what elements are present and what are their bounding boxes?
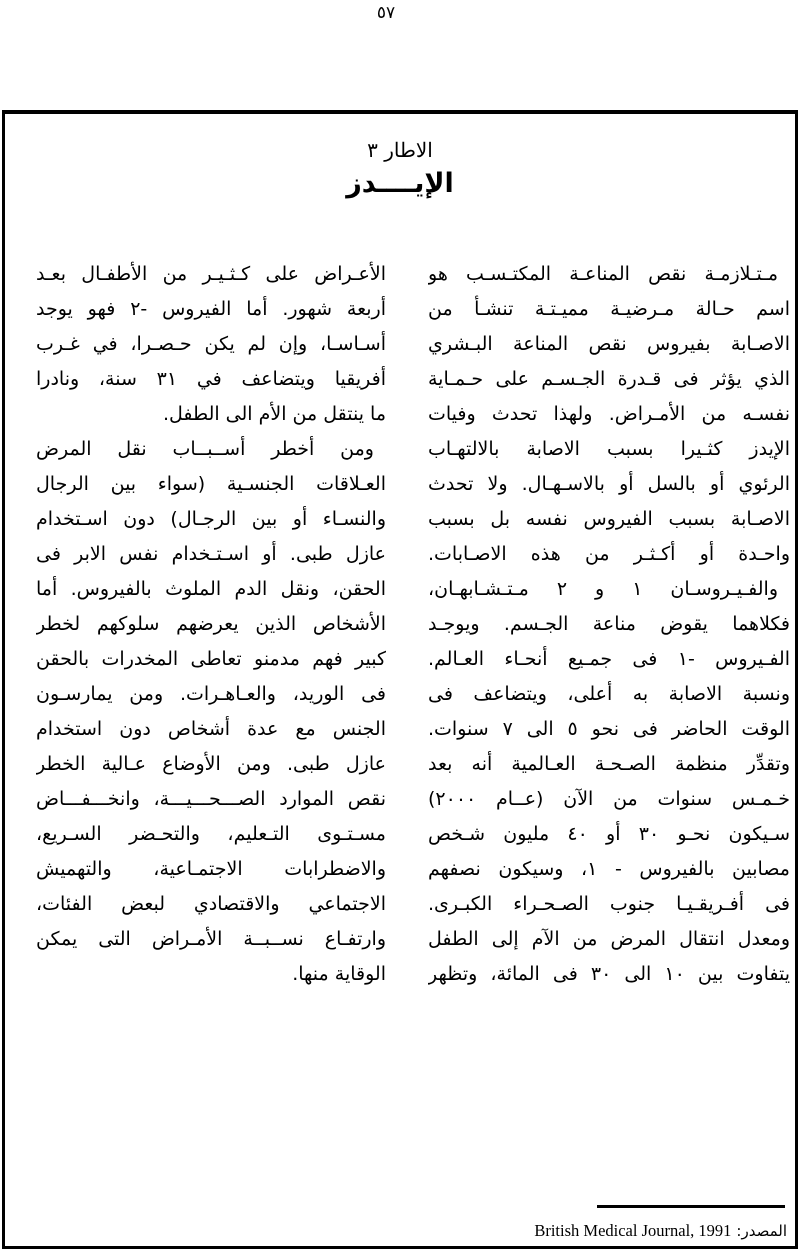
- text-line: يتفاوت بين ١٠ الى ٣٠ فى المائة، وتظهر: [428, 963, 790, 985]
- source-block: [534, 1205, 787, 1241]
- text-line: العـلاقات الجنسـية (سواء بين الرجال: [36, 473, 386, 495]
- text-line: ومن أخطر أســبــاب نقل المرض: [36, 438, 374, 460]
- text-line: خـمـس سنوات من الآن (عــام ٢٠٠٠): [428, 788, 790, 810]
- text-line: الإيدز كثـيرا بسبب الاصابة بالالتهـاب: [428, 438, 790, 460]
- text-line: ونسبة الاصابة به أعلى، ويتضاعف فى: [428, 683, 790, 705]
- text-line: مـتـلازمـة نقص المناعـة المكتـسـب هو: [428, 263, 778, 285]
- text-line: الوقت الحاضر فى نحو ٥ الى ٧ سنوات.: [428, 718, 790, 740]
- text-line: كبير فهم مدمنو تعاطى المخدرات بالحقن: [36, 648, 386, 670]
- text-line: الرئوي أو بالسل أو بالاسـهـال. ولا تحدث: [428, 473, 790, 495]
- text-line: الوقاية منها.: [292, 963, 386, 985]
- text-line: والاضطرابات الاجتمـاعية، والتهميش: [36, 858, 386, 880]
- text-line: فكلاهما يقوض مناعة الجـسم. ويوجـد: [428, 613, 790, 635]
- text-line: مسـتـوى التـعليم، والتحـضر السـريع،: [36, 823, 386, 845]
- text-line: ما ينتقل من الأم الى الطفل.: [162, 403, 386, 425]
- body-columns: [5, 257, 795, 992]
- column-right: [428, 257, 790, 992]
- text-line: ومعدل انتقال المرض من الآم إلى الطفل: [428, 928, 790, 950]
- frame-title: الإيــــدز: [346, 168, 454, 199]
- text-line: نفسـه من الأمـراض. ولهذا تحدث وفيات: [428, 403, 790, 425]
- text-line: وتقدِّر منظمة الصـحـة العـالمية أنه بعد: [428, 753, 790, 775]
- text-line: واحـدة أو أكـثـر من هذه الاصـابات.: [428, 543, 790, 565]
- text-line: أسـاسـا، وإن لم يكن حـصـرا، في غـرب: [36, 333, 386, 355]
- text-line: والفـيـروسـان ١ و ٢ مـتـشـابهـان،: [428, 578, 778, 600]
- page-number: ٥٧: [376, 3, 396, 23]
- text-line: مصابين بالفيروس - ١، وسيكون نصفهم: [428, 858, 790, 880]
- column-left: [36, 257, 386, 992]
- text-line: وارتفـاع نســبــة الأمـراض التى يمكن: [36, 928, 386, 950]
- source-citation: British Medical Journal, 1991: [534, 1221, 732, 1240]
- text-line: الحقن، ونقل الدم الملوث بالفيروس. أما: [36, 578, 386, 600]
- text-line: الجنس مع عدة أشخاص دون استخدام: [36, 718, 386, 740]
- frame-kicker: الاطار ٣: [367, 138, 433, 162]
- text-line: سـيكون نحـو ٣٠ أو ٤٠ مليون شـخص: [428, 823, 790, 845]
- text-line: الفـيروس -١ فى جمـيع أنحـاء العـالم.: [428, 648, 790, 670]
- text-line: أربعة شهور. أما الفيروس -٢ فهو يوجد: [36, 298, 386, 320]
- source-divider: [597, 1205, 785, 1208]
- text-line: اسم حـالة مـرضيـة مميـتـة تنشـأ من: [428, 298, 790, 320]
- frame-box: [2, 110, 798, 1249]
- text-line: أفريقيا ويتضاعف في ٣١ سنة، ونادرا: [36, 368, 386, 390]
- text-line: عازل طبى. أو اسـتـخدام نفس الابر فى: [36, 543, 386, 565]
- text-line: والنسـاء أو بين الرجـال) دون اسـتخدام: [36, 508, 386, 530]
- text-line: نقص الموارد الصـــحـــيـــة، وانخـــفـــاض: [36, 788, 386, 810]
- text-line: فى الوريد، والعـاهـرات. ومن يمارسـون: [36, 683, 386, 705]
- text-line: الاصـابة بسبب الفيروس نفسه بل بسبب: [428, 508, 790, 530]
- text-line: فى أفـريقـيـا جنوب الصـحـراء الكبـرى.: [428, 893, 790, 915]
- text-line: الذي يؤثر فى قـدرة الجـسـم على حـمـاية: [428, 368, 790, 390]
- text-line: الأشخاص الذين يعرضهم سلوكهم لخطر: [36, 613, 386, 635]
- text-line: الأعـراض على كـثـيـر من الأطفـال بعـد: [36, 263, 386, 285]
- text-line: عازل طبى. ومن الأوضاع عـالية الخطر: [36, 753, 386, 775]
- text-line: الاجتماعي والاقتصادي لبعض الفئات،: [36, 893, 386, 915]
- text-line: الاصـابة بفيروس نقص المناعة البـشري: [428, 333, 790, 355]
- source-line: [534, 1221, 787, 1241]
- source-label: المصدر:: [736, 1222, 787, 1240]
